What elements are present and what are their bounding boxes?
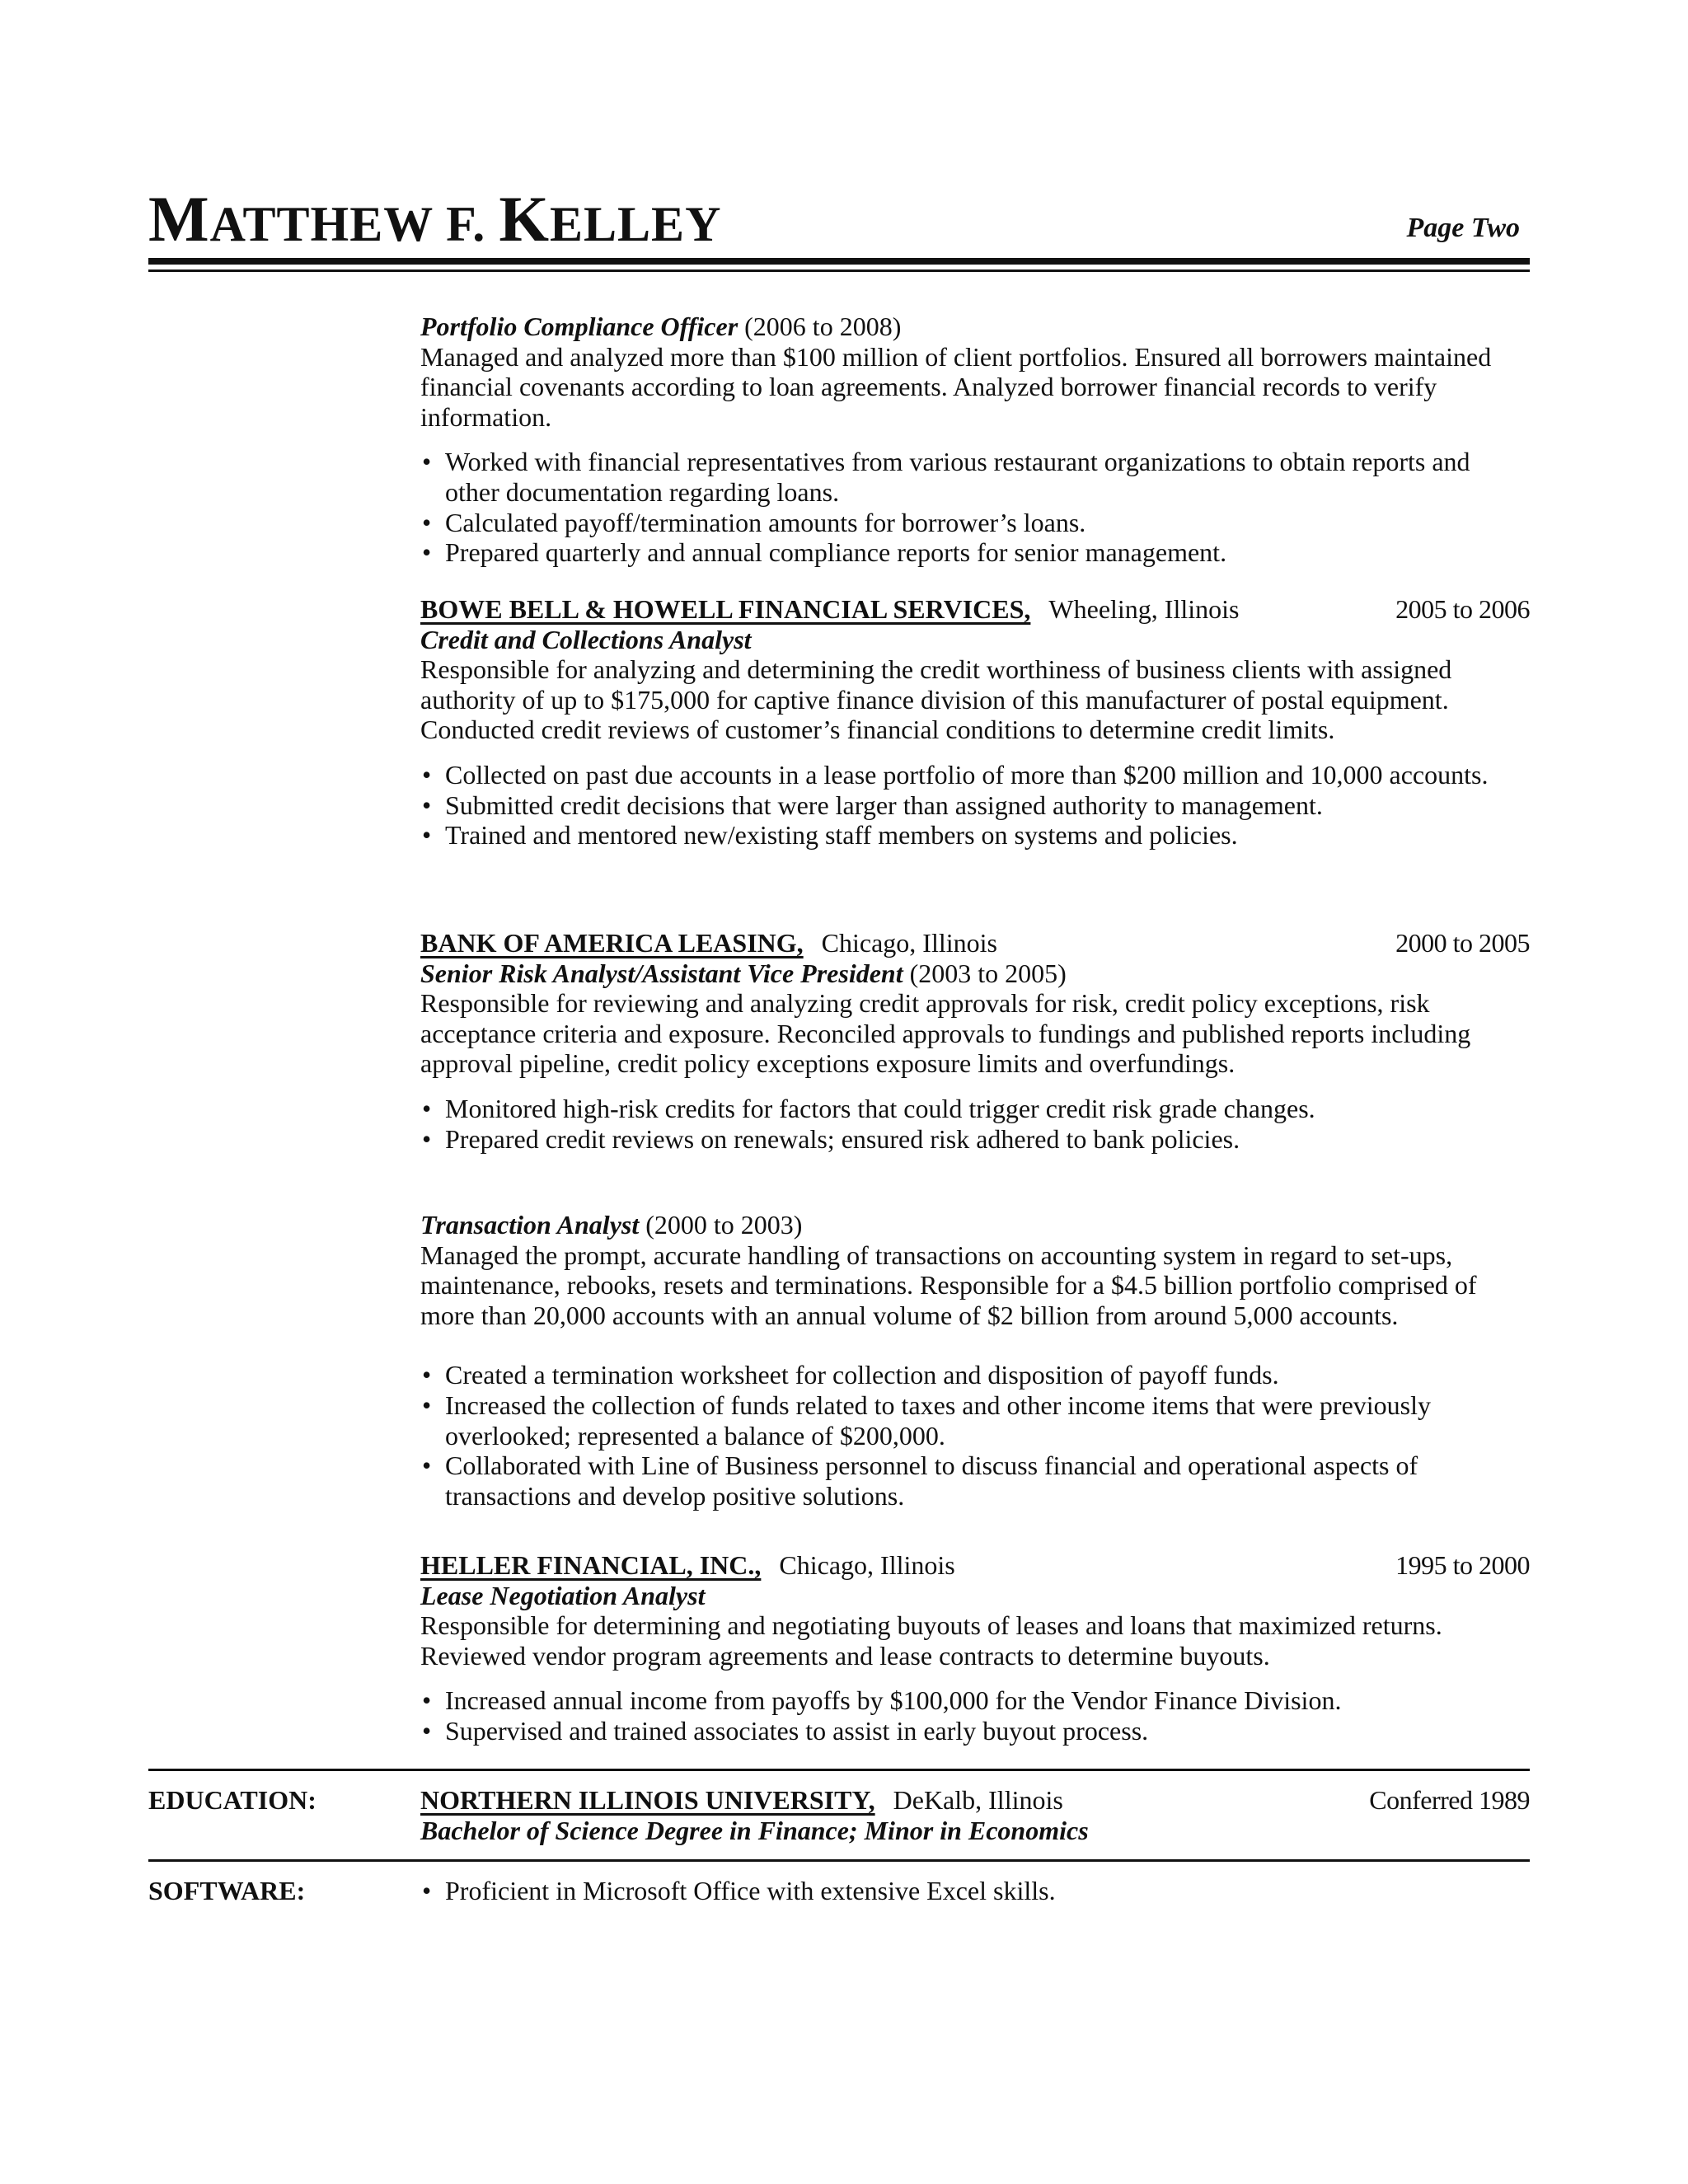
- school-line: [420, 1785, 1530, 1816]
- bullet-item: • Supervised and trained associates to assist in early buyout process.: [420, 1716, 1530, 1746]
- job-bullets: [420, 760, 1530, 851]
- experience-entry: [420, 1550, 1530, 1746]
- employment-dates: 1995 to 2000: [1395, 1550, 1530, 1580]
- candidate-name: [148, 183, 722, 255]
- employment-dates: 2000 to 2005: [1395, 928, 1530, 958]
- bullet-item: • Monitored high-risk credits for factors that could trigger credit risk grade changes.: [420, 1094, 1530, 1124]
- bullet-item: • Calculated payoff/termination amounts for borrower’s loans.: [420, 508, 1530, 538]
- company-line: [420, 928, 1530, 958]
- bullet-item: • Submitted credit decisions that were larger than assigned authority to management.: [420, 790, 1530, 821]
- employment-dates: 2005 to 2006: [1395, 594, 1530, 624]
- job-title: Senior Risk Analyst/Assistant Vice President: [420, 958, 903, 988]
- company-location: Wheeling, Illinois: [1048, 594, 1240, 624]
- resume-header: [148, 180, 1530, 255]
- job-description: Managed and analyzed more than $100 million of client portfolios. Ensured all borrowers maintained financial covenants according to loan agreements. Analyzed borrower financial records to verify information.: [420, 341, 1492, 432]
- job-title-line: [420, 1210, 1530, 1240]
- bullet-item: • Trained and mentored new/existing staff members on systems and policies.: [420, 820, 1530, 851]
- name-first-rest: ATTHEW: [209, 197, 434, 251]
- job-description: Responsible for analyzing and determining the credit worthiness of business clients with assigned authority of up to $175,000 for captive finance division of this manufacturer of postal equipment. Conducted credit reviews of customer’s financial conditions to determine credit limits.: [420, 654, 1452, 745]
- job-bullets: [420, 447, 1530, 567]
- job-description: Managed the prompt, accurate handling of transactions on accounting system in regard to set-ups, maintenance, rebooks, resets and terminations. Responsible for a $4.5 billion portfolio comprised of more than 20,000 accounts with an annual volume of $2 billion from around 5,000 accounts.: [420, 1240, 1477, 1330]
- education-label: EDUCATION:: [148, 1785, 316, 1815]
- software-bullets: [420, 1876, 1530, 1906]
- bullet-item: • Created a termination worksheet for collection and disposition of payoff funds.: [420, 1360, 1530, 1390]
- experience-entry: [420, 1210, 1530, 1511]
- experience-entry: [420, 594, 1530, 851]
- software-section: [420, 1876, 1530, 1906]
- education-section: [420, 1785, 1530, 1845]
- job-title: Lease Negotiation Analyst: [420, 1580, 706, 1610]
- bullet-item: • Worked with financial representatives from various restaurant organizations to obtain reports and other documentation regarding loans.: [420, 447, 1530, 507]
- job-title: Transaction Analyst: [420, 1210, 640, 1240]
- bullet-item: • Prepared quarterly and annual compliance reports for senior management.: [420, 537, 1530, 568]
- job-bullets: [420, 1685, 1530, 1746]
- company-name: BANK OF AMERICA LEASING,: [420, 928, 804, 958]
- job-bullets: [420, 1360, 1530, 1511]
- job-title: Portfolio Compliance Officer: [420, 312, 738, 341]
- company-line: [420, 1550, 1530, 1581]
- education-divider: [148, 1769, 1530, 1771]
- degree-title: Bachelor of Science Degree in Finance; Minor in Economics: [420, 1815, 1089, 1845]
- bullet-item: • Collaborated with Line of Business personnel to discuss financial and operational aspects of transactions and develop positive solutions.: [420, 1451, 1530, 1511]
- header-rule-thick: [148, 258, 1530, 265]
- company-name: BOWE BELL & HOWELL FINANCIAL SERVICES,: [420, 594, 1031, 624]
- experience-entry: [420, 928, 1530, 1154]
- job-title-dates: (2006 to 2008): [744, 312, 902, 341]
- name-middle: F.: [446, 197, 486, 251]
- job-title-dates: (2003 to 2005): [909, 958, 1067, 988]
- bullet-item: • Increased annual income from payoffs by $100,000 for the Vendor Finance Division.: [420, 1685, 1530, 1716]
- name-last-initial: K: [499, 183, 550, 255]
- job-description: Responsible for determining and negotiating buyouts of leases and loans that maximized returns. Reviewed vendor program agreements and lease contracts to determine buyouts.: [420, 1610, 1442, 1671]
- job-description: Responsible for reviewing and analyzing credit approvals for risk, credit policy exceptions, risk acceptance criteria and exposure. Reconciled approvals to fundings and published reports including approval pipeline, credit policy exceptions exposure limits and overfundings.: [420, 988, 1471, 1079]
- company-name: HELLER FINANCIAL, INC.,: [420, 1550, 762, 1580]
- bullet-item: • Prepared credit reviews on renewals; ensured risk adhered to bank policies.: [420, 1124, 1530, 1155]
- name-first-initial: M: [148, 183, 210, 255]
- job-title-line: [420, 958, 1530, 989]
- school-name: NORTHERN ILLINOIS UNIVERSITY,: [420, 1785, 875, 1815]
- job-bullets: [420, 1094, 1530, 1154]
- bullet-item: • Proficient in Microsoft Office with extensive Excel skills.: [420, 1876, 1530, 1906]
- degree-date: Conferred 1989: [1369, 1785, 1530, 1815]
- header-rule-thin: [148, 269, 1530, 272]
- company-location: Chicago, Illinois: [779, 1550, 955, 1580]
- bullet-item: • Increased the collection of funds related to taxes and other income items that were previously overlooked; represented a balance of $200,000.: [420, 1390, 1530, 1451]
- company-line: [420, 594, 1530, 625]
- job-title: Credit and Collections Analyst: [420, 624, 752, 654]
- job-title-dates: (2000 to 2003): [645, 1210, 803, 1240]
- software-label: SOFTWARE:: [148, 1876, 306, 1905]
- bullet-item: • Collected on past due accounts in a lease portfolio of more than $200 million and 10,000 accounts.: [420, 760, 1530, 790]
- experience-entry: [420, 312, 1530, 568]
- software-divider: [148, 1859, 1530, 1862]
- name-last-rest: ELLEY: [549, 197, 722, 251]
- page-label: Page Two: [1406, 213, 1520, 243]
- job-title-line: [420, 312, 1530, 342]
- school-location: DeKalb, Illinois: [893, 1785, 1063, 1815]
- company-location: Chicago, Illinois: [821, 928, 997, 958]
